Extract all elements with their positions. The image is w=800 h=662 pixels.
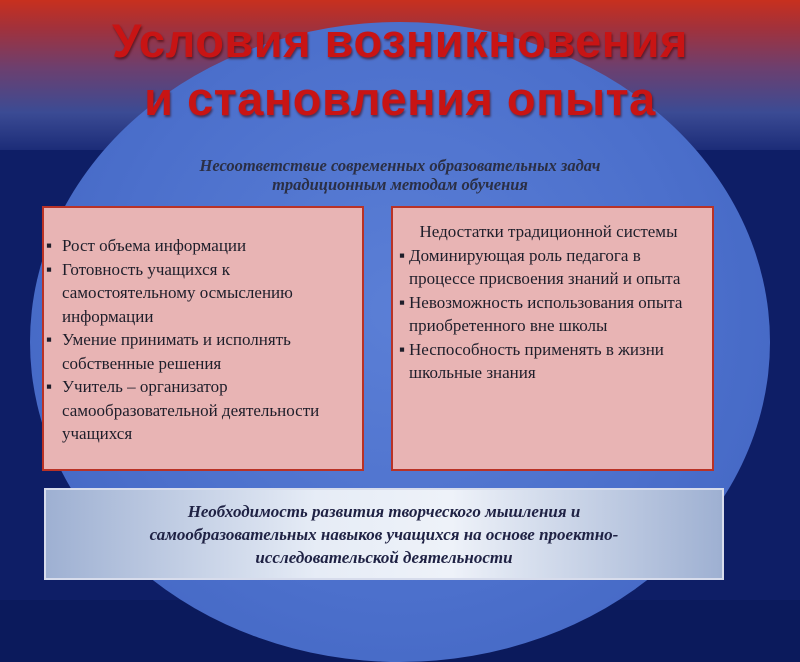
right-list-item xyxy=(399,244,704,291)
slide-title xyxy=(0,12,800,128)
left-bullet-list xyxy=(46,234,354,446)
left-list-item xyxy=(46,258,354,329)
left-list-item xyxy=(46,375,354,446)
bullet-square-icon: ▪ xyxy=(46,330,53,349)
title-line-1: Условия возникновения xyxy=(112,14,688,67)
right-box-heading: Недостатки традиционной системы xyxy=(419,222,678,241)
conclusion-line-2: самообразовательных навыков учащихся на основе проектно- xyxy=(149,524,619,544)
conclusion-text xyxy=(150,500,619,569)
subtitle-line-2: традиционным методам обучения xyxy=(272,175,528,194)
bullet-square-icon: ▪ xyxy=(399,292,406,312)
right-bullet-list xyxy=(399,244,704,385)
left-item-text: Рост объема информации xyxy=(62,236,247,255)
conclusion-line-3: исследовательской деятельности xyxy=(255,547,513,567)
title-line-2: и становления опыта xyxy=(144,72,656,125)
bullet-square-icon: ▪ xyxy=(399,339,406,359)
subtitle-line-1: Несоответствие современных образовательных задач xyxy=(199,156,601,175)
left-item-text: Умение принимать и исполнять собственные решения xyxy=(62,330,291,373)
left-list-item xyxy=(46,328,354,375)
right-item-text: Неспособность применять в жизни школьные знания xyxy=(409,339,664,382)
right-item-text: Доминирующая роль педагога в процессе присвоения знаний и опыта xyxy=(409,245,681,288)
right-drawbacks-box xyxy=(391,206,714,471)
left-conditions-box xyxy=(42,206,364,471)
bullet-square-icon: ▪ xyxy=(399,245,406,265)
conclusion-line-1: Необходимость развития творческого мышления и xyxy=(187,501,581,521)
bullet-square-icon: ▪ xyxy=(46,377,53,396)
bullet-square-icon: ▪ xyxy=(46,236,53,255)
left-item-text: Учитель – организатор самообразовательной деятельности учащихся xyxy=(62,377,320,443)
left-item-text: Готовность учащихся к самостоятельному осмыслению информации xyxy=(62,259,293,326)
right-list-item xyxy=(399,338,704,385)
bullet-square-icon: ▪ xyxy=(46,259,53,279)
left-list-item xyxy=(46,234,354,258)
conclusion-box xyxy=(44,488,724,580)
right-item-text: Невозможность использования опыта приобретенного вне школы xyxy=(409,292,683,335)
right-list-item xyxy=(399,291,704,338)
slide-subtitle xyxy=(90,156,710,194)
